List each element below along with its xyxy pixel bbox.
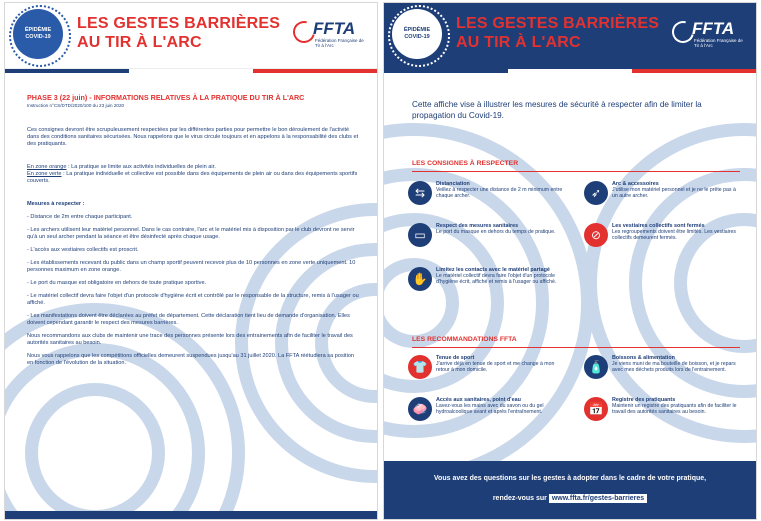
hand-contact-icon: ✋ [408,267,432,291]
footer-link-line: rendez-vous sur www.ffta.fr/gestes-barrieres [384,495,756,502]
no-locker-icon: ⊘ [584,223,608,247]
consigne-item-distanciation: ⇆ Distanciation Veillez à respecter une distance de 2 m minimum entre chaque archer. [408,181,578,215]
bow-arrow-icon: ➶ [584,181,608,205]
covid-badge-icon: ÉPIDÉMIE COVID-19 [13,9,63,59]
trace-paragraph: Nous recommandons aux clubs de maintenir une trace des personnes présente lors des entrainements afin de faciliter le travail des autorités sanitaires au besoin. [27,333,353,346]
calendar-icon: 📅 [584,397,608,421]
consigne-item-arc: ➶ Arc & accessoires J'utilise mon matériel personnel et je ne le prête pas à un autre archer. [584,181,754,215]
bottom-band [5,511,377,519]
intro-text: Cette affiche vise à illustrer les mesures de sécurité à respecter afin de limiter la propagation du Covid-19. [412,100,702,120]
instruction-reference: Instruction n°CS/DTD/2020/100 du 23 juin 2020 [27,103,125,108]
recommandation-item-sanitaires: 🧼 Accès aux sanitaires, point d'eau Lavez-vous les mains avec du savon ou du gel hydroalcoolique avant et après l'entraînement. [408,397,578,431]
tricolor-stripe [5,69,377,73]
ffta-logo: FFTA Fédération Française de Tir à l'Arc [287,19,367,55]
consigne-item-materiel: ✋ Limitez les contacts avec le matériel partagé Le matériel collectif devra faire l'objet d'un protocole d'hygiène écrit, affiché et remis à l'usager ou affiché. [408,267,608,301]
section-title-consignes: LES CONSIGNES À RESPECTER [412,160,519,167]
section-divider [412,347,740,348]
mesure-item: - L'accès aux vestiaires collectifs est proscrit. [27,247,139,253]
poster-page-gestes [383,2,757,520]
mesure-item: - Le port du masque est obligatoire en dehors de toute pratique sportive. [27,280,207,286]
information-text [27,93,359,373]
poster-footer [384,461,756,519]
people-distance-icon: ⇆ [408,181,432,205]
mesure-item: - Les manifestations doivent être déclarées au préfet de département. Cette déclaration tient lieu de demande d'organisation. Elles doivent cependant garantir le respect des mesures barrières. [27,313,350,326]
tshirt-icon: 👕 [408,355,432,379]
poster-title: LES GESTES BARRIÈRES AU TIR À L'ARC [77,15,281,51]
intro-paragraph: Ces consignes devront être scrupuleusement respectées par les différentes parties pour permettre le bon déroulement de l'activité dans des conditions sanitaires sécurisées. Nous rappelons que le virus circule toujours et en appelons à la responsabilité des clubs et des pratiquants. [27,127,359,147]
consigne-item-masque: ▭ Respect des mesures sanitaires Le port du masque en dehors du temps de pratique. [408,223,578,257]
ffta-logo: FFTA Fédération Française de Tir à l'Arc [666,19,746,55]
poster-header [384,3,756,69]
zone-orange-line: En zone orange : La pratique se limite aux activités individuelles de plein air. [27,164,216,170]
covid-badge-icon: ÉPIDÉMIE COVID-19 [392,9,442,59]
recommandation-item-boissons: 🧴 Boissons & alimentation Je viens muni de ma bouteille de boisson, et je repars avec mes déchets produits lors de l'entrainement. [584,355,754,389]
mesure-item: - Les établissements recevant du public dans un champ sportif peuvent recevoir plus de 10 personnes en zone verte uniquement. 10 personnes maximum en zone orange. [27,260,356,273]
tricolor-stripe [384,69,756,73]
mesure-item: - Distance de 2m entre chaque participant. [27,214,133,220]
recommandation-item-registre: 📅 Registre des pratiquants Maintenir un registre des pratiquants afin de faciliter le travail des autorités sanitaires au besoin. [584,397,754,431]
recommandation-item-tenue: 👕 Tenue de sport J'arrive déjà en tenue de sport et me change à mon retour à mon domicile. [408,355,578,389]
footer-question-text: Vous avez des questions sur les gestes à adopter dans le cadre de votre pratique, [433,475,707,482]
mask-icon: ▭ [408,223,432,247]
poster-title: LES GESTES BARRIÈRES AU TIR À L'ARC [456,15,660,51]
poster-page-informations [4,2,378,520]
consigne-item-vestiaires: ⊘ Les vestiaires collectifs sont fermés Les regroupements doivent être limités. Les vestiaires collectifs demeurent fermés. [584,223,754,257]
mesures-title: Mesures à respecter : [27,201,85,207]
poster-header [5,3,377,69]
section-divider [412,171,740,172]
mesure-item: - Les archers utilisent leur matériel personnel. Dans le cas contraire, l'arc et le matériel mis à disposition par le club devront ne servir qu'à un seul archer pendant la séance et être désinfecté après chaque usage. [27,227,355,240]
phase-title: PHASE 3 (22 juin) - INFORMATIONS RELATIVES À LA PRATIQUE DU TIR À L'ARC [27,93,305,102]
handwash-icon: 🧼 [408,397,432,421]
ffta-gestes-link[interactable]: www.ffta.fr/gestes-barrieres [549,494,647,503]
mesure-item: - Le matériel collectif devra faire l'objet d'un protocole d'hygiène écrit et contrôlé par le responsable de la structure, remis à l'usager ou affiché. [27,293,359,306]
zone-verte-line: En zone verte : La pratique individuelle et collective est possible dans des équipements de plein air ou dans des équipements sportifs couverts. [27,171,358,184]
final-paragraph: Nous vous rappelons que les compétitions officielles demeurent suspendues jusqu'au 31 juillet 2020. La FFTA réétudiera sa position en fonction de l'évolution de la situation. [27,353,355,366]
bottle-icon: 🧴 [584,355,608,379]
section-title-recommandations: LES RECOMMANDATIONS FFTA [412,336,517,343]
